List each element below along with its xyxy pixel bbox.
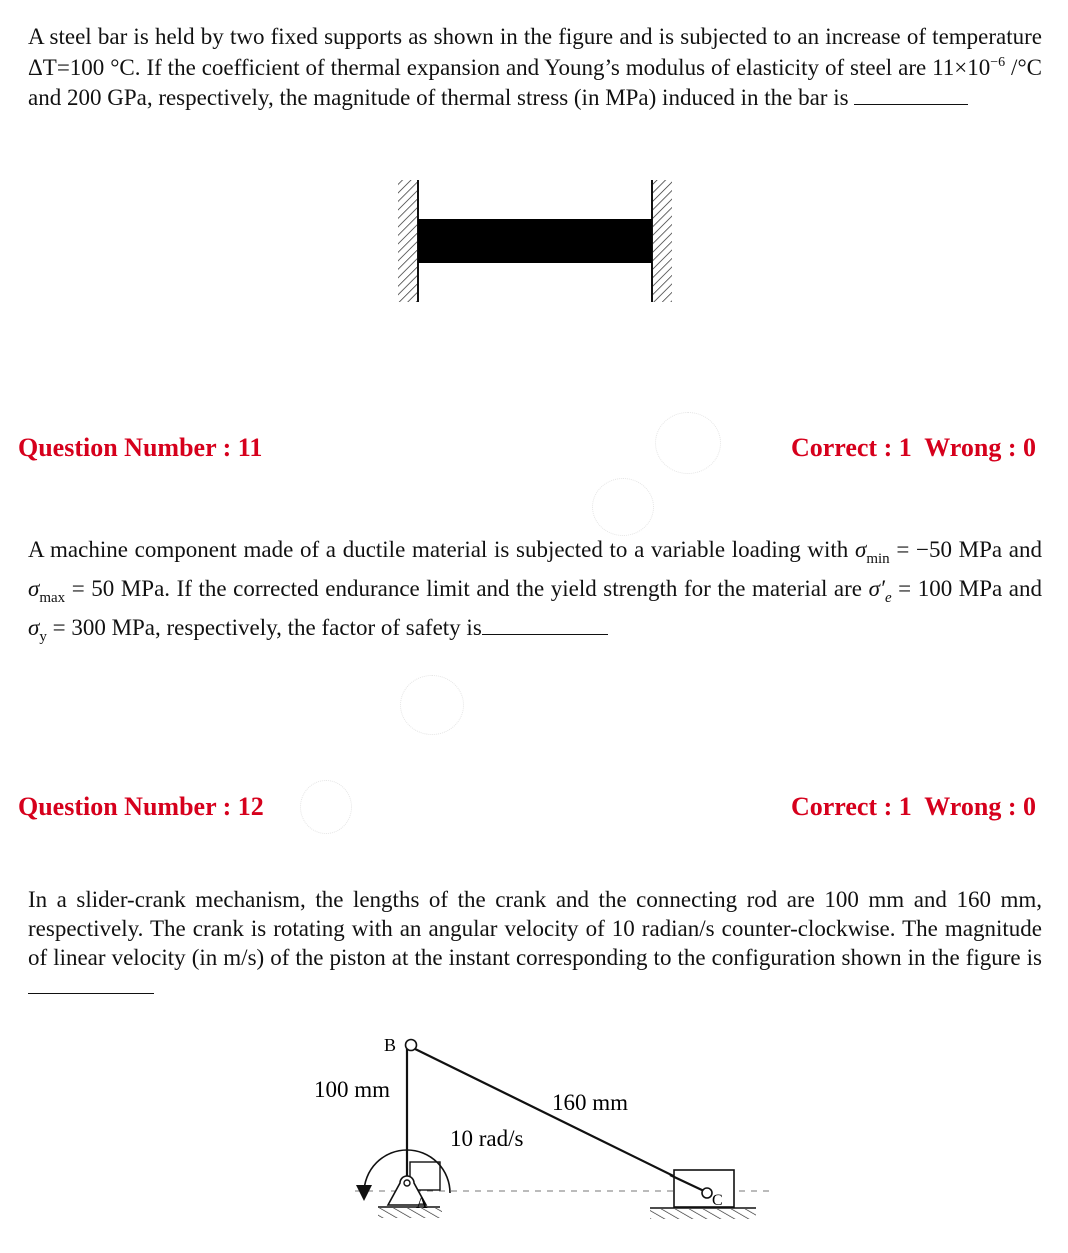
left-support-hatch (398, 180, 418, 302)
pin-c (702, 1188, 712, 1198)
crank-length-label: 100 mm (314, 1077, 391, 1102)
question-11-text: A machine component made of a ductile material is subjected to a variable loading with $\sigma_{min} = -50$ MPa and $\sigma_{max} = 50$ MPa. If the corrected endurance limit and the yield strength for the material are $\sigma'_e = 100$ MPa and $\sigma_y = 300$ MPa, respectively, the factor of safety is (28, 537, 1042, 645)
label-c: C (712, 1192, 723, 1209)
question-number: Question Number : 11 (18, 433, 263, 462)
question-12-header (18, 792, 1036, 826)
watermark-logo (592, 478, 654, 536)
question-number: Question Number : 12 (18, 792, 264, 821)
label-b: B (384, 1035, 397, 1055)
question-10-text: A steel bar is held by two fixed supports as shown in the figure and is subjected to an increase of temperature ΔT=100 °C. If the coefficient of thermal expansion and Young’s modulus of elasticity of steel are $11\times 10^{-6}$ /°C and 200 GPa, respectively, the magnitude of thermal stress (in MPa) induced in the bar is (28, 24, 1042, 110)
steel-bar-figure (390, 175, 690, 310)
score-status: Correct : 1 Wrong : 0 (790, 792, 1036, 821)
question-12-text: In a slider-crank mechanism, the lengths of the crank and the connecting rod are 100 mm and 160 mm, respectively. The crank is rotating with an angular velocity of 10 radian/s counter-clockwise. The magnitude of linear velocity (in m/s) of the piston at the instant corresponding to the configuration shown in the figure is (28, 885, 1042, 1001)
steel-bar (418, 219, 652, 263)
rod-length-label: 160 mm (552, 1090, 629, 1115)
watermark-logo (655, 412, 721, 474)
watermark-logo (400, 675, 464, 735)
omega-label: 10 rad/s (450, 1126, 524, 1151)
right-support-hatch (652, 180, 672, 302)
answer-blank (854, 84, 968, 105)
ground-hatch-c (650, 1209, 756, 1219)
question-11-header (18, 433, 1036, 467)
answer-blank (28, 973, 154, 994)
connecting-rod-bc (407, 1045, 704, 1191)
pin-b (406, 1040, 417, 1051)
answer-blank (482, 614, 608, 635)
score-status: Correct : 1 Wrong : 0 (790, 433, 1036, 462)
slider-crank-figure (300, 1025, 770, 1230)
label-a: A (416, 1195, 428, 1212)
ground-hatch-a (378, 1208, 442, 1218)
